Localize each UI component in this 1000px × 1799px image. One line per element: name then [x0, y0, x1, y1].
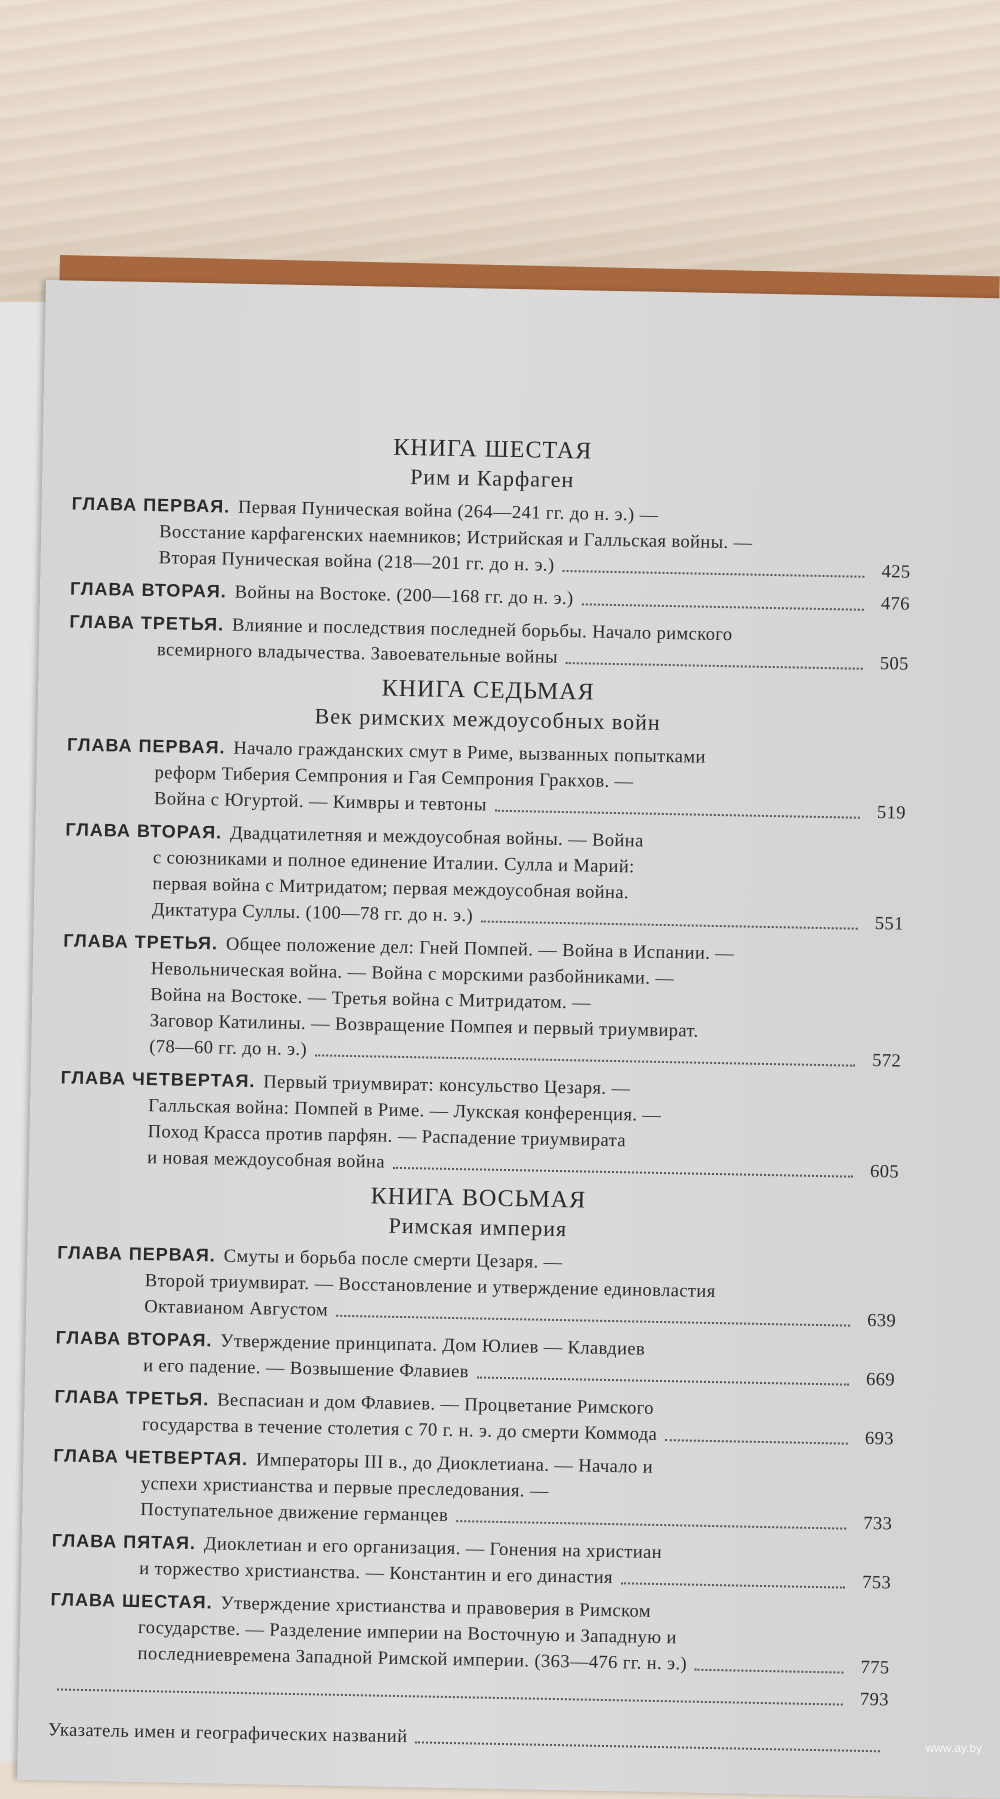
chapter-entry [61, 927, 903, 1074]
book-section [59, 668, 908, 1186]
page-number: 775 [860, 1657, 890, 1679]
chapter-description: Война на Востоке. — Третья война с Митридатом. — [150, 985, 592, 1014]
leader-dots [695, 1652, 844, 1674]
page-number: 505 [879, 654, 909, 675]
chapter-entry [66, 731, 907, 826]
chapter-heading: ГЛАВА ТРЕТЬЯ. [54, 1386, 210, 1410]
chapter-description: с союзниками и полное единение Италии. Сулла и Марий: [152, 848, 635, 878]
chapter-entry [70, 491, 911, 586]
book-page [17, 280, 1000, 1799]
chapter-description: Императоры III в., до Диоклетиана. — Начало и [255, 1450, 654, 1478]
chapter-line-text [149, 1034, 307, 1063]
table-surface [0, 0, 1000, 300]
chapter-heading: ГЛАВА ЧЕТВЕРТАЯ. [60, 1067, 256, 1092]
chapter-description: Первый триумвират: консульство Цезаря. — [263, 1072, 631, 1100]
page-number: 425 [881, 562, 911, 583]
book-title: КНИГА ВОСЬМАЯ [370, 1183, 587, 1214]
chapter-heading: ГЛАВА ВТОРАЯ. [55, 1327, 213, 1351]
chapter-description: Утверждение принципата. Дом Юлиев — Клавдиев [220, 1331, 646, 1360]
chapter-description: первая война с Митридатом; первая междоусобная война. [152, 874, 630, 904]
index-entry [48, 1717, 888, 1759]
chapter-description: Утверждение христианства и правоверия в Римском [220, 1593, 652, 1622]
chapter-description: всемирного владычества. Завоевательные войны [156, 640, 559, 668]
chapter-line-text [154, 786, 487, 818]
chapter-entry [54, 1383, 895, 1452]
chapter-line-text [143, 1353, 469, 1385]
chapter-line-text [70, 576, 574, 613]
watermark: www.ay.by [925, 1741, 982, 1755]
chapter-description: государстве. — Разделение империи на Восточную и Западную и [137, 1618, 677, 1649]
page-number: 476 [880, 594, 911, 615]
chapter-line-text [147, 1145, 385, 1176]
page-number: 572 [872, 1051, 902, 1072]
chapter-description: Восстание карфагенских наемников; Истрийская и Галльская войны. — [158, 522, 753, 554]
chapter-heading: ГЛАВА ПЕРВАЯ. [71, 493, 231, 517]
page-number: 793 [859, 1689, 890, 1711]
chapter-description: и его падение. — Возвышение Флавиев [142, 1356, 470, 1383]
chapter-description: и торжество христианства. — Константин и его династия [139, 1559, 614, 1589]
chapter-description: Вторая Пуническая война (218—201 гг. до н. э.) [158, 548, 555, 576]
chapter-heading: ГЛАВА ШЕСТАЯ. [50, 1589, 213, 1613]
chapter-entry [51, 1527, 892, 1596]
chapter-description: Второй триумвират. — Восстановление и утверждение единовластия [144, 1271, 716, 1303]
chapter-description: Первая Пуническая война (264—241 гг. до н. э.) — [237, 497, 659, 526]
chapter-line-text [144, 1294, 328, 1324]
chapter-description: и новая междоусобная война [146, 1148, 386, 1173]
book-title: КНИГА СЕДЬМАЯ [381, 675, 595, 706]
chapter-line-text [140, 1497, 448, 1529]
page-number: 605 [869, 1161, 900, 1183]
chapter-entry [64, 816, 906, 937]
chapter-description: Смуты и борьба после смерти Цезаря. — [223, 1246, 563, 1274]
chapter-heading: ГЛАВА ВТОРАЯ. [69, 578, 227, 602]
leader-dots [621, 1565, 846, 1588]
chapter-heading: ГЛАВА ПЕРВАЯ. [66, 734, 226, 758]
chapter-description: государства в течение столетия с 70 г. н. э. до смерти Коммода [141, 1415, 658, 1445]
chapter-description: Поход Красса против парфян. — Распадение триумвирата [147, 1122, 627, 1152]
leader-dots [415, 1724, 880, 1752]
book-title: КНИГА ШЕСТАЯ [393, 434, 593, 465]
page-number: 639 [867, 1310, 897, 1332]
chapter-entry [56, 1239, 897, 1334]
page-number: 733 [863, 1513, 893, 1535]
page-number: 669 [865, 1369, 896, 1391]
chapter-heading: ГЛАВА ЧЕТВЕРТАЯ. [53, 1445, 249, 1470]
leader-dots [581, 585, 864, 610]
chapter-heading: ГЛАВА ПЕРВАЯ. [57, 1242, 216, 1266]
chapter-description: Заговор Катилины. — Возвращение Помпея и первый триумвират. [149, 1011, 699, 1042]
page-number: 693 [864, 1428, 895, 1450]
page-number: 551 [874, 914, 904, 935]
book-subtitle: Римская империя [388, 1212, 568, 1242]
leader-dots [665, 1422, 848, 1445]
book-subtitle: Век римских междоусобных войн [314, 703, 661, 735]
chapter-description: (78—60 гг. до н. э.) [149, 1037, 308, 1061]
index-label: Указатель имен и географических названий [47, 1720, 408, 1748]
chapter-description: последниевремена Западной Римской империи. (363—476 гг. н. э.) [137, 1644, 688, 1675]
chapter-description: Диктатура Суллы. (100—78 гг. до н. э.) [151, 900, 474, 927]
chapter-description: Галльская война: Помпей в Риме. — Лукская конференция. — [147, 1096, 662, 1126]
book-section [69, 427, 913, 678]
chapter-line-text [152, 897, 474, 929]
chapter-description: Октавианом Августом [144, 1297, 329, 1321]
chapter-description: Поступательное движение германцев [140, 1500, 449, 1526]
page-number: 519 [876, 803, 907, 824]
chapter-description: Общее положение дел: Гней Помпей. — Война в Испании. — [225, 934, 735, 965]
chapter-description: Двадцатилетняя и междоусобная войны. — Война [229, 823, 644, 852]
chapter-entry [55, 1324, 896, 1393]
chapter-description: Диоклетиан и его организация. — Гонения на христиан [203, 1534, 663, 1564]
chapter-description: успехи христианства и первые преследования. — [140, 1474, 550, 1502]
chapter-entry [49, 1586, 890, 1681]
book-section [49, 1175, 898, 1681]
chapter-entry [52, 1442, 893, 1537]
chapter-description: Веспасиан и дом Флавиев. — Процветание Римского [217, 1390, 655, 1419]
chapter-description: Начало гражданских смут в Риме, вызванных попытками [233, 738, 706, 768]
chapter-description: Война с Югуртой. — Кимвры и тевтоны [153, 789, 487, 816]
chapter-entry [59, 1064, 901, 1185]
chapter-description: реформ Тиберия Семпрония и Гая Семпрония Гракхов. — [154, 763, 634, 793]
page-number: 753 [861, 1572, 892, 1594]
table-of-contents [48, 427, 913, 1760]
chapter-heading: ГЛАВА ТРЕТЬЯ. [63, 930, 219, 954]
chapter-description: Войны на Востоке. (200—168 гг. до н. э.) [234, 582, 574, 610]
chapter-entry [69, 609, 910, 678]
chapter-heading: ГЛАВА ТРЕТЬЯ. [69, 611, 225, 635]
chapter-description: Невольническая война. — Война с морскими разбойниками. — [150, 959, 675, 990]
chapter-heading: ГЛАВА ПЯТАЯ. [51, 1530, 197, 1554]
book-subtitle: Рим и Карфаген [409, 464, 575, 493]
chapter-description: Влияние и последствия последней борьбы. Начало римского [231, 615, 733, 646]
chapter-heading: ГЛАВА ВТОРАЯ. [65, 819, 223, 843]
